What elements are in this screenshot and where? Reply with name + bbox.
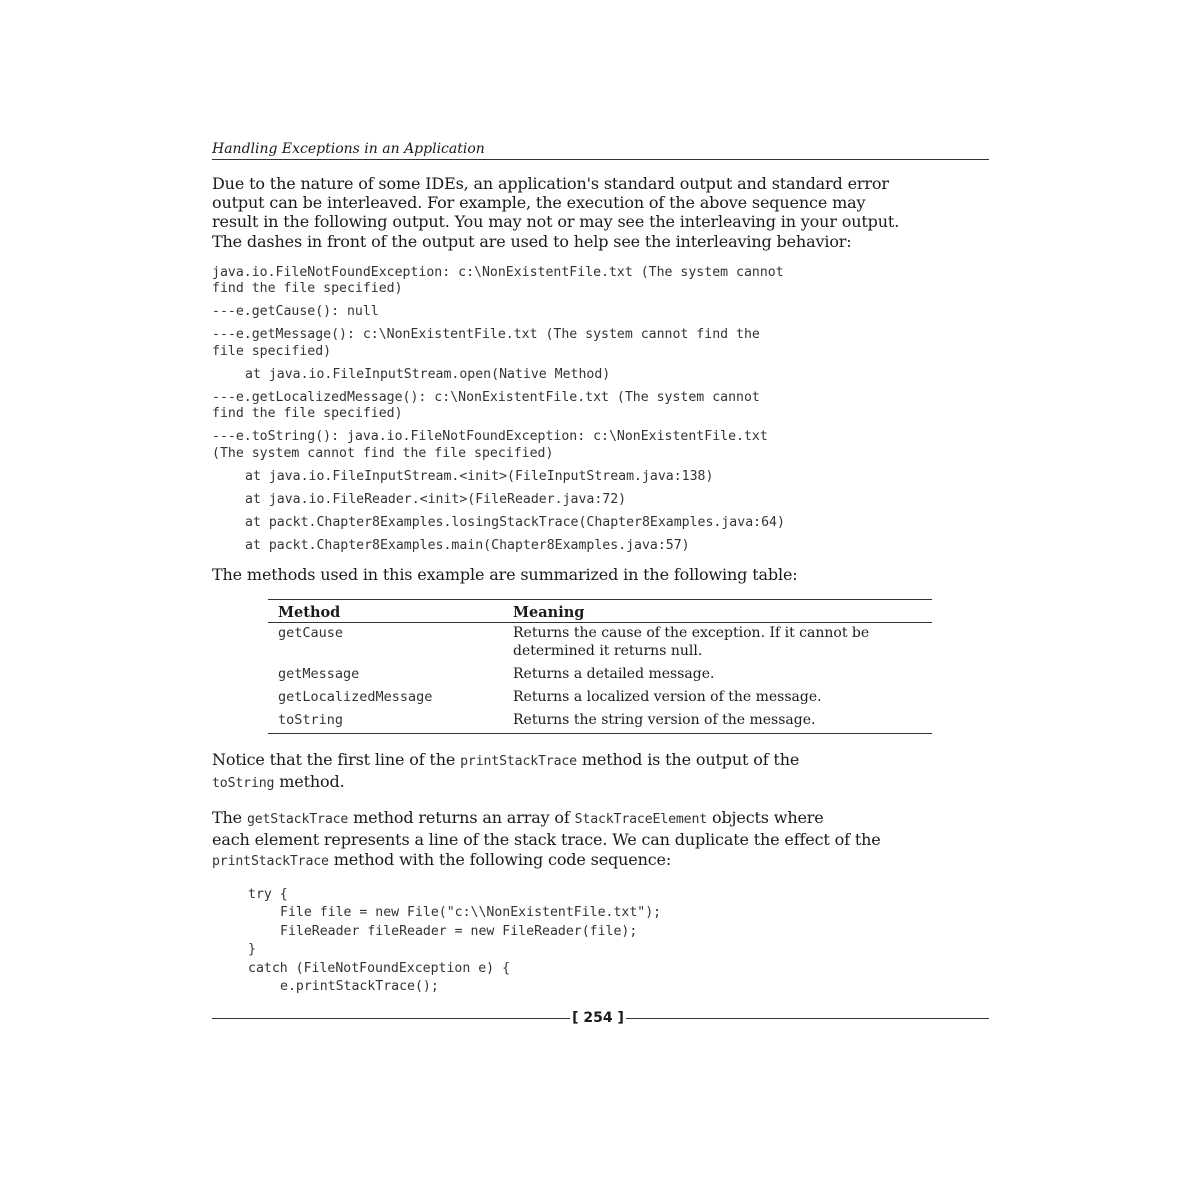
intro-line: Due to the nature of some IDEs, an application's standard output and standard error	[212, 174, 889, 193]
page-footer	[212, 1009, 989, 1029]
output-line: at java.io.FileReader.<init>(FileReader.java:72)	[245, 491, 627, 507]
intro-line: output can be interleaved. For example, the execution of the above sequence may	[212, 193, 866, 213]
table-row	[268, 687, 932, 710]
para-text: objects where	[707, 807, 824, 827]
table-header-row	[268, 599, 932, 622]
output-line: ---e.toString(): java.io.FileNotFoundException: c:\NonExistentFile.txt (The system cannot find the file specified)	[212, 429, 768, 461]
inline-code: getStackTrace	[246, 811, 349, 827]
header-meaning: Meaning	[503, 599, 932, 622]
method-name: getCause	[278, 624, 344, 641]
method-meaning: Returns a detailed message.	[513, 665, 715, 682]
output-line: ---e.getMessage(): c:\NonExistentFile.txt (The system cannot find the file specified)	[212, 327, 760, 359]
output-line: java.io.FileNotFoundException: c:\NonExistentFile.txt (The system cannot find the file specified)	[212, 264, 784, 297]
code-line: FileReader fileReader = new FileReader(file);	[280, 923, 638, 939]
methods-table	[268, 599, 932, 734]
inline-code: printStackTrace	[460, 753, 577, 769]
table-row	[268, 622, 932, 664]
table-intro: The methods used in this example are summarized in the following table:	[212, 565, 798, 585]
meaning-line: determined it returns null.	[513, 642, 703, 659]
output-line: at java.io.FileInputStream.open(Native Method)	[245, 366, 611, 382]
program-output	[212, 265, 989, 555]
code-block	[248, 886, 989, 997]
output-line: ---e.getCause(): null	[212, 304, 379, 320]
running-head: Handling Exceptions in an Application	[212, 140, 989, 160]
page-number: [ 254 ]	[572, 1010, 624, 1026]
intro-line: result in the following output. You may not or may see the interleaving in your output.	[212, 212, 900, 232]
output-line: at packt.Chapter8Examples.losingStackTrace(Chapter8Examples.java:64)	[245, 514, 785, 530]
output-line: at packt.Chapter8Examples.main(Chapter8Examples.java:57)	[245, 537, 690, 553]
stacktrace-line	[212, 850, 989, 872]
code-line: e.printStackTrace();	[280, 979, 439, 995]
code-line: try {	[248, 886, 288, 902]
code-line: File file = new File("c:\\NonExistentFile.txt");	[280, 905, 662, 921]
page-content	[212, 140, 989, 997]
footer-rule-left	[212, 1018, 570, 1019]
para-text: The	[212, 807, 247, 827]
method-name: getLocalizedMessage	[278, 688, 433, 705]
code-line: catch (FileNotFoundException e) {	[248, 960, 511, 976]
notice-line	[212, 772, 989, 794]
para-text: method with the following code sequence:	[328, 849, 672, 869]
header-method: Method	[268, 599, 503, 622]
method-meaning	[503, 622, 932, 664]
para-text: method returns an array of	[348, 807, 575, 827]
notice-text: method.	[274, 771, 345, 791]
table-row	[268, 710, 932, 734]
method-meaning: Returns a localized version of the message.	[513, 688, 822, 705]
stacktrace-paragraph	[212, 808, 989, 872]
notice-text: method is the output of the	[576, 749, 800, 769]
code-line: }	[248, 942, 256, 958]
intro-line: The dashes in front of the output are used to help see the interleaving behavior:	[212, 231, 852, 251]
footer-rule-right	[626, 1018, 989, 1019]
intro-paragraph	[212, 174, 989, 251]
notice-line	[212, 750, 989, 772]
notice-paragraph	[212, 750, 989, 794]
inline-code: toString	[212, 775, 275, 791]
inline-code: printStackTrace	[212, 853, 329, 869]
notice-text: Notice that the first line of the	[212, 749, 461, 769]
inline-code: StackTraceElement	[574, 811, 708, 827]
table-row	[268, 664, 932, 687]
method-name: toString	[278, 711, 344, 728]
output-line: at java.io.FileInputStream.<init>(FileInputStream.java:138)	[245, 468, 714, 484]
output-line: ---e.getLocalizedMessage(): c:\NonExistentFile.txt (The system cannot find the file specified)	[212, 389, 760, 422]
stacktrace-line: each element represents a line of the stack trace. We can duplicate the effect of the	[212, 829, 881, 849]
meaning-line: Returns the cause of the exception. If it cannot be	[513, 624, 870, 641]
method-meaning: Returns the string version of the message.	[513, 711, 816, 728]
method-name: getMessage	[278, 665, 360, 682]
stacktrace-line	[212, 808, 989, 830]
